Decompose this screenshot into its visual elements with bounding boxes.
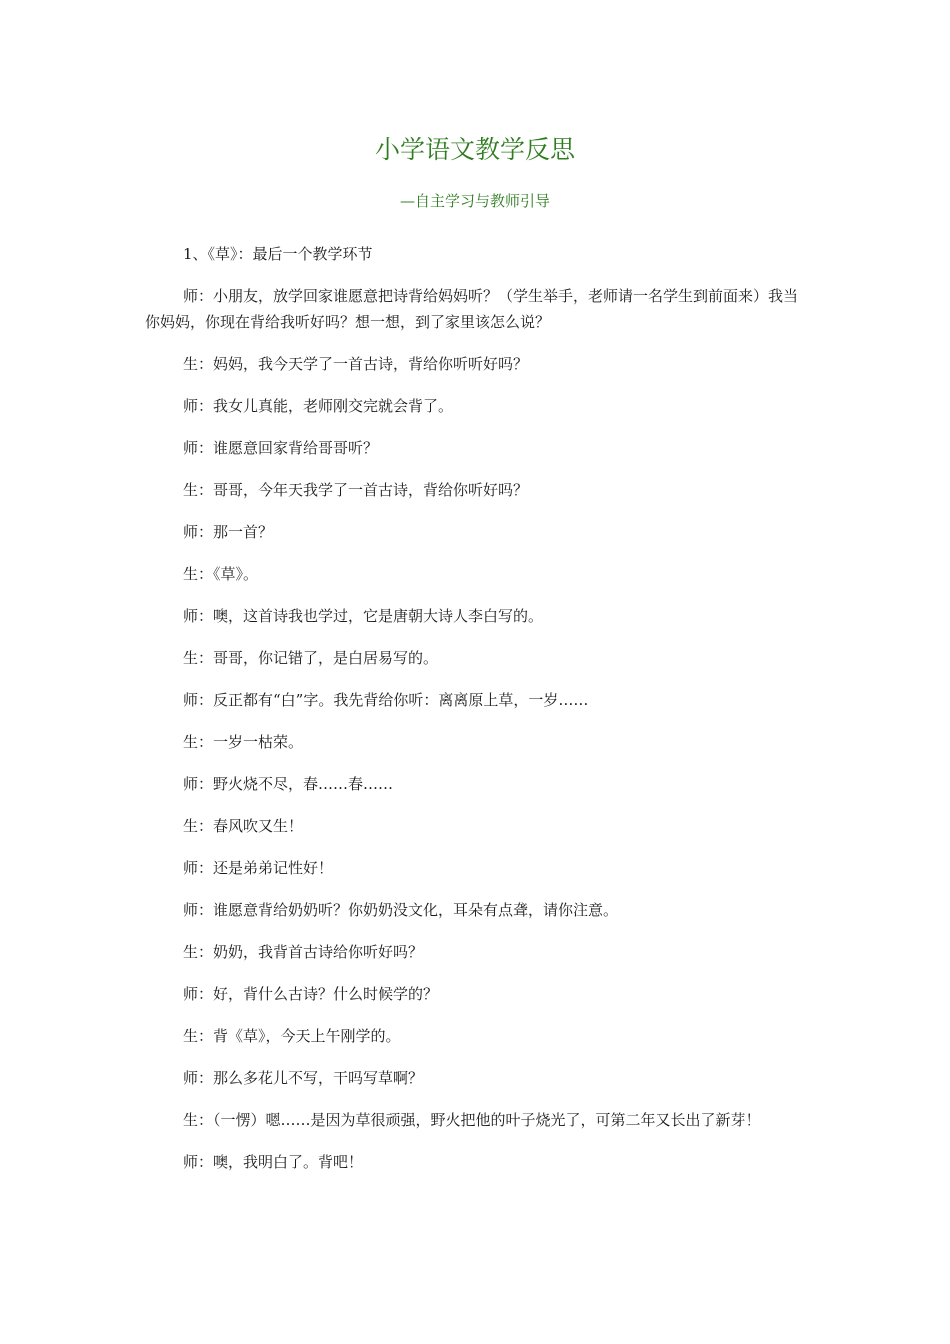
dialogue-paragraph: 师：好，背什么古诗？什么时候学的？ xyxy=(183,985,439,1003)
document-body xyxy=(145,241,809,1175)
dialogue-paragraph: 师：还是弟弟记性好！ xyxy=(183,859,334,877)
dialogue-paragraph: 师：反正都有“白”字。我先背给你听：离离原上草，一岁…… xyxy=(183,691,589,709)
dialogue-paragraph: 生：妈妈，我今天学了一首古诗，背给你听听好吗？ xyxy=(183,355,529,373)
dialogue-paragraph: 生：哥哥，今年天我学了一首古诗，背给你听好吗？ xyxy=(183,481,529,499)
dialogue-paragraph: 师：噢，这首诗我也学过，它是唐朝大诗人李白写的。 xyxy=(183,607,544,625)
dialogue-paragraph: 生：《草》。 xyxy=(183,565,259,583)
dialogue-paragraph: 师：那一首？ xyxy=(183,523,274,541)
dialogue-paragraph: 师：噢，我明白了。背吧！ xyxy=(183,1153,364,1171)
document-subtitle: —自主学习与教师引导 xyxy=(399,192,550,210)
dialogue-paragraph: 生：春风吹又生！ xyxy=(183,817,304,835)
dialogue-paragraph: 生：一岁一枯荣。 xyxy=(183,733,304,751)
dialogue-paragraph: 师：野火烧不尽，春……春…… xyxy=(183,775,394,793)
dialogue-paragraph: 师：谁愿意回家背给哥哥听？ xyxy=(183,439,379,457)
document-title: 小学语文教学反思 xyxy=(374,135,575,164)
dialogue-paragraph: 师：小朋友，放学回家谁愿意把诗背给妈妈听？（学生举手，老师请一名学生到前面来）我当你妈妈，你现在背给我听好吗？想一想，到了家里该怎么说？ xyxy=(145,287,799,331)
dialogue-paragraph: 师：我女儿真能，老师刚交完就会背了。 xyxy=(183,397,454,415)
dialogue-paragraph: 师：那么多花儿不写，干吗写草啊？ xyxy=(183,1069,424,1087)
dialogue-paragraph: 生：背《草》，今天上午刚学的。 xyxy=(183,1027,401,1045)
dialogue-paragraph: 生：哥哥，你记错了，是白居易写的。 xyxy=(183,649,439,667)
dialogue-paragraph: 生：奶奶，我背首古诗给你听好吗？ xyxy=(183,943,424,961)
section-heading: 1、《草》：最后一个教学环节 xyxy=(183,245,373,263)
dialogue-paragraph: 生：（一愣）嗯……是因为草很顽强，野火把他的叶子烧光了，可第二年又长出了新芽！ xyxy=(183,1111,761,1129)
dialogue-paragraph: 师：谁愿意背给奶奶听？你奶奶没文化，耳朵有点聋，请你注意。 xyxy=(183,901,619,919)
